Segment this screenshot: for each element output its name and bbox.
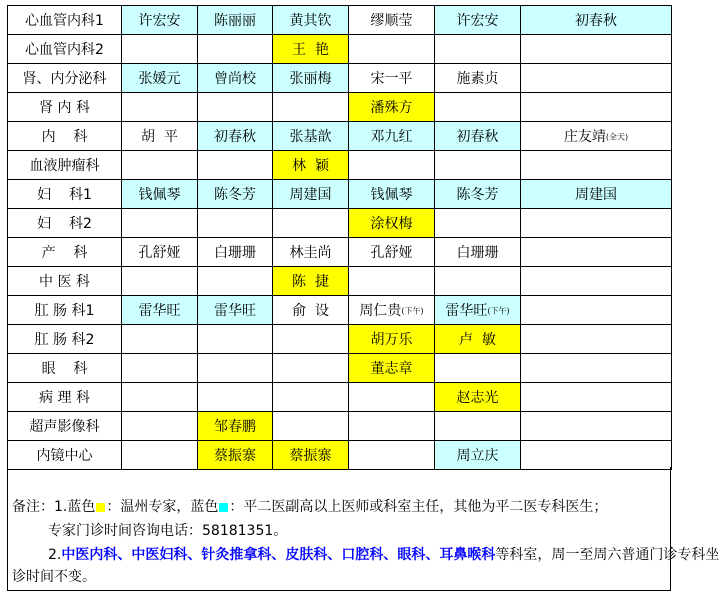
doctor-name: 孔舒娅: [138, 245, 181, 261]
doctor-cell: [349, 238, 435, 267]
note-line-1-c: ：平二医副高以上医师或科室主任，其他为平二医专科医生；: [229, 499, 608, 515]
doctor-cell: [198, 296, 273, 325]
doctor-name: 缪顺莹: [370, 13, 413, 29]
doctor-name: 施素贞: [456, 71, 499, 87]
doctor-cell: [122, 354, 198, 383]
doctor-cell: [122, 35, 198, 64]
doctor-name: 陈冬芳: [456, 187, 499, 203]
doctor-cell: [198, 64, 273, 93]
doctor-cell: [521, 35, 672, 64]
doctor-name: 周建国: [575, 187, 617, 203]
doctor-cell: [521, 354, 672, 383]
doctor-name: 钱佩琴: [370, 187, 413, 203]
doctor-cell: [521, 64, 672, 93]
doctor-cell: [435, 209, 521, 238]
dept-cell: 心血管内科1: [8, 6, 122, 35]
doctor-cell: [198, 35, 273, 64]
doctor-cell: [435, 35, 521, 64]
doctor-name: 初春秋: [456, 129, 499, 145]
dept-cell: 内镜中心: [8, 441, 122, 470]
doctor-cell: [273, 64, 349, 93]
doctor-cell: [435, 441, 521, 470]
doctor-cell: [521, 383, 672, 412]
doctor-name: 白珊珊: [456, 245, 499, 261]
doctor-cell: [273, 441, 349, 470]
doctor-name: 黄其钦: [289, 13, 332, 29]
doctor-name: 蔡振寨: [214, 448, 256, 464]
table-row: [8, 412, 672, 441]
doctor-cell: [122, 412, 198, 441]
table-row: [8, 296, 672, 325]
schedule-table: [7, 5, 672, 470]
doctor-cell: [198, 151, 273, 180]
doctor-name: 董志章: [370, 361, 413, 377]
doctor-name: 蔡振寨: [289, 448, 332, 464]
doctor-name: 陈冬芳: [214, 187, 256, 203]
doctor-cell: [198, 325, 273, 354]
doctor-cell: [273, 180, 349, 209]
dept-cell: 血液肿瘤科: [8, 151, 122, 180]
dept-cell: 病 理 科: [8, 383, 122, 412]
doctor-cell: [349, 267, 435, 296]
doctor-cell: [435, 180, 521, 209]
doctor-name: 雷华旺: [214, 303, 256, 319]
doctor-name: 林圭尚: [289, 245, 332, 261]
table-row: [8, 325, 672, 354]
doctor-cell: [435, 354, 521, 383]
doctor-cell: [349, 412, 435, 441]
doctor-cell: [273, 209, 349, 238]
doctor-cell: [122, 209, 198, 238]
doctor-cell: [122, 267, 198, 296]
note-line-1-a: 备注：1.蓝色: [12, 499, 96, 515]
doctor-cell: [198, 412, 273, 441]
doctor-cell: [435, 64, 521, 93]
doctor-cell: [349, 64, 435, 93]
doctor-cell: [198, 383, 273, 412]
doctor-name: 孔舒娅: [370, 245, 413, 261]
doctor-cell: [122, 296, 198, 325]
doctor-name: 赵志光: [456, 390, 499, 406]
dept-cell: 中 医 科: [8, 267, 122, 296]
dept-cell: 肾、内分泌科: [8, 64, 122, 93]
dept-cell: 肾 内 科: [8, 93, 122, 122]
doctor-cell: [122, 180, 198, 209]
doctor-name: 周仁贵: [359, 303, 402, 319]
doctor-name: 雷华旺: [445, 303, 488, 319]
table-row: [8, 354, 672, 383]
doctor-cell: [273, 383, 349, 412]
doctor-name: 邓九红: [370, 129, 413, 145]
doctor-cell: [273, 238, 349, 267]
doctor-cell: [521, 296, 672, 325]
doctor-cell: [521, 441, 672, 470]
doctor-cell: [273, 35, 349, 64]
doctor-name: 俞 设: [292, 303, 329, 319]
doctor-name: 陈丽丽: [214, 13, 256, 29]
doctor-cell: [273, 151, 349, 180]
doctor-cell: [435, 383, 521, 412]
doctor-cell: [521, 180, 672, 209]
doctor-cell: [198, 238, 273, 267]
doctor-name: 邹春鹏: [214, 419, 256, 435]
doctor-cell: [122, 441, 198, 470]
table-row: [8, 122, 672, 151]
doctor-cell: [198, 122, 273, 151]
doctor-cell: [122, 93, 198, 122]
doctor-cell: [349, 93, 435, 122]
doctor-cell: [349, 354, 435, 383]
note-line-3: [48, 544, 719, 564]
doctor-cell: [349, 6, 435, 35]
doctor-cell: [521, 238, 672, 267]
dept-cell: 妇 科1: [8, 180, 122, 209]
doctor-name: 宋一平: [370, 71, 413, 87]
note-line-3-prefix: 2.: [48, 547, 62, 563]
dept-cell: 心血管内科2: [8, 35, 122, 64]
table-row: [8, 209, 672, 238]
table-row: [8, 151, 672, 180]
yellow-swatch-icon: [96, 503, 105, 512]
doctor-cell: [273, 412, 349, 441]
time-note: (下午): [487, 306, 510, 316]
doctor-cell: [521, 209, 672, 238]
schedule-body: [8, 6, 672, 470]
note-line-3-depts: 中医内科、中医妇科、针灸推拿科、皮肤科、口腔科、眼科、耳鼻喉科: [61, 547, 496, 563]
doctor-name: 胡万乐: [370, 332, 413, 348]
doctor-name: 庄友靖: [563, 129, 606, 145]
doctor-cell: [198, 354, 273, 383]
doctor-cell: [198, 267, 273, 296]
dept-cell: 产 科: [8, 238, 122, 267]
doctor-cell: [521, 412, 672, 441]
dept-cell: 肛 肠 科2: [8, 325, 122, 354]
table-row: [8, 267, 672, 296]
note-line-1-b: ：温州专家，蓝色: [106, 499, 219, 515]
doctor-cell: [198, 93, 273, 122]
doctor-name: 初春秋: [214, 129, 256, 145]
doctor-name: 张基歆: [289, 129, 332, 145]
doctor-cell: [273, 325, 349, 354]
doctor-cell: [435, 296, 521, 325]
doctor-name: 林 颖: [292, 158, 329, 174]
doctor-name: 王 艳: [292, 42, 329, 58]
doctor-cell: [198, 180, 273, 209]
doctor-name: 雷华旺: [138, 303, 181, 319]
doctor-cell: [122, 238, 198, 267]
doctor-cell: [273, 122, 349, 151]
doctor-cell: [122, 6, 198, 35]
doctor-cell: [521, 6, 672, 35]
doctor-cell: [273, 354, 349, 383]
doctor-cell: [198, 209, 273, 238]
doctor-cell: [521, 325, 672, 354]
doctor-cell: [198, 6, 273, 35]
table-row: [8, 441, 672, 470]
doctor-cell: [435, 6, 521, 35]
table-row: [8, 6, 672, 35]
doctor-name: 周建国: [289, 187, 332, 203]
doctor-cell: [435, 151, 521, 180]
doctor-name: 卢 敏: [459, 332, 496, 348]
doctor-name: 胡 平: [141, 129, 178, 145]
doctor-cell: [273, 267, 349, 296]
doctor-cell: [349, 209, 435, 238]
time-note: (下午): [401, 306, 424, 316]
dept-cell: 超声影像科: [8, 412, 122, 441]
table-row: [8, 35, 672, 64]
doctor-name: 初春秋: [575, 13, 617, 29]
doctor-cell: [521, 151, 672, 180]
table-row: [8, 383, 672, 412]
doctor-cell: [435, 267, 521, 296]
doctor-cell: [122, 122, 198, 151]
dept-cell: 妇 科2: [8, 209, 122, 238]
doctor-cell: [349, 383, 435, 412]
doctor-cell: [122, 325, 198, 354]
doctor-cell: [273, 296, 349, 325]
doctor-cell: [435, 238, 521, 267]
doctor-cell: [435, 122, 521, 151]
doctor-name: 张媛元: [138, 71, 181, 87]
doctor-cell: [435, 412, 521, 441]
doctor-cell: [122, 151, 198, 180]
doctor-cell: [122, 64, 198, 93]
table-row: [8, 93, 672, 122]
table-row: [8, 180, 672, 209]
note-line-2: 专家门诊时间咨询电话：58181351。: [48, 523, 288, 539]
doctor-cell: [349, 122, 435, 151]
doctor-cell: [349, 325, 435, 354]
doctor-cell: [349, 296, 435, 325]
doctor-name: 曾尚校: [214, 71, 256, 87]
doctor-cell: [435, 325, 521, 354]
note-line-1: [12, 496, 607, 516]
note-line-3-suffix: 等科室，周一至周六普通门诊专科坐: [495, 547, 719, 563]
doctor-cell: [521, 122, 672, 151]
dept-cell: 眼 科: [8, 354, 122, 383]
table-row: [8, 64, 672, 93]
doctor-name: 周立庆: [456, 448, 499, 464]
doctor-name: 钱佩琴: [138, 187, 181, 203]
cyan-swatch-icon: [219, 503, 228, 512]
doctor-cell: [435, 93, 521, 122]
table-row: [8, 238, 672, 267]
dept-cell: 内 科: [8, 122, 122, 151]
doctor-name: 陈 捷: [292, 274, 329, 290]
doctor-name: 张丽梅: [289, 71, 332, 87]
doctor-cell: [521, 267, 672, 296]
doctor-cell: [198, 441, 273, 470]
doctor-name: 涂权梅: [370, 216, 413, 232]
doctor-cell: [349, 441, 435, 470]
doctor-name: 许宏安: [138, 13, 181, 29]
doctor-name: 白珊珊: [214, 245, 256, 261]
doctor-cell: [521, 93, 672, 122]
note-line-4: 诊时间不变。: [12, 569, 96, 585]
doctor-cell: [349, 151, 435, 180]
doctor-cell: [273, 6, 349, 35]
doctor-cell: [122, 383, 198, 412]
doctor-cell: [349, 35, 435, 64]
doctor-cell: [273, 93, 349, 122]
doctor-name: 许宏安: [456, 13, 499, 29]
time-note: (全天): [605, 132, 629, 142]
doctor-name: 潘殊方: [370, 100, 413, 116]
dept-cell: 肛 肠 科1: [8, 296, 122, 325]
doctor-cell: [349, 180, 435, 209]
